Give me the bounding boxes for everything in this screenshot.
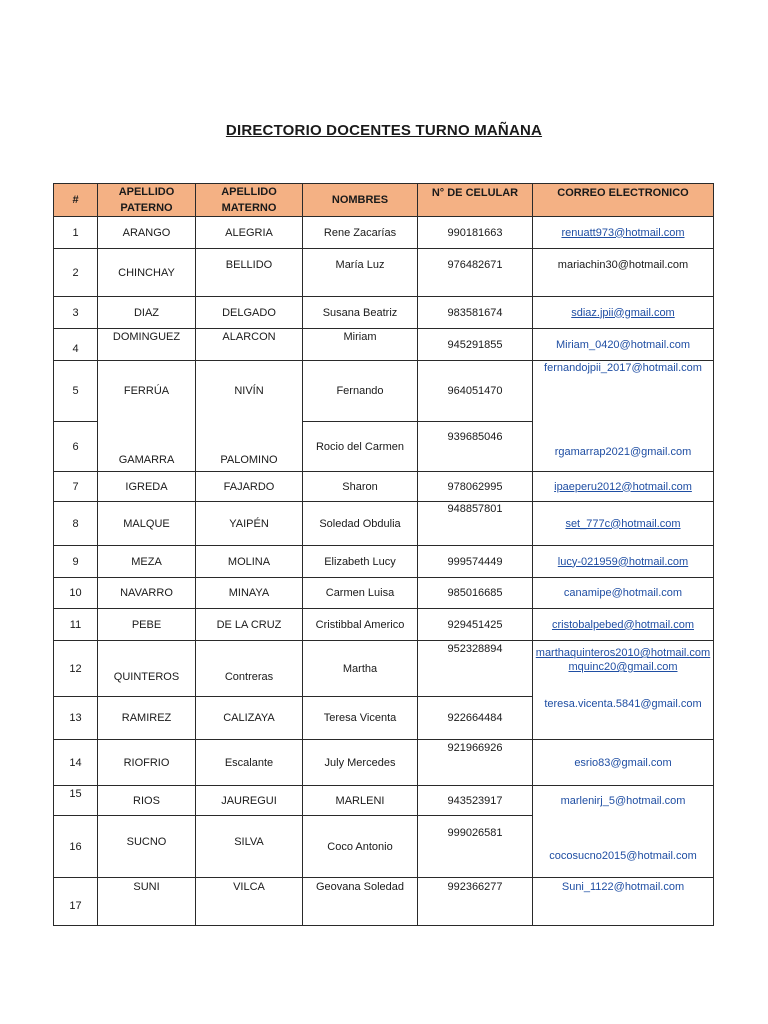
cell-nombres: July Mercedes [303,740,418,786]
header-row [54,184,714,217]
cell-num: 15 [54,786,98,816]
table-row [54,786,714,816]
table-row [54,361,714,422]
cell-paterno: NAVARRO [98,578,196,609]
cell-num: 11 [54,609,98,641]
table-row [54,816,714,878]
cell-materno: MOLINA [196,546,303,578]
email-link[interactable]: canamipe@hotmail.com [563,587,683,599]
email-link[interactable]: fernandojpii_2017@hotmail.com [544,362,702,374]
cell-nombres: María Luz [303,249,418,297]
cell-num: 8 [54,502,98,546]
cell-celular: 990181663 [418,217,533,249]
cell-materno: BELLIDO [196,249,303,297]
cell-celular: 939685046 [418,422,533,472]
email-link[interactable]: mariachin30@hotmail.com [557,259,689,271]
cell-materno: SILVA [196,816,303,878]
cell-num: 1 [54,217,98,249]
cell-num: 16 [54,816,98,878]
email-link[interactable]: marlenirj_5@hotmail.com [560,794,686,807]
email-link[interactable]: Suni_1122@hotmail.com [561,881,685,893]
email-link[interactable]: set_777c@hotmail.com [565,517,681,530]
cell-paterno: ARANGO [98,217,196,249]
cell-materno: NIVÍN [196,361,303,422]
cell-nombres: Coco Antonio [303,816,418,878]
cell-nombres: Elizabeth Lucy [303,546,418,578]
cell-celular: 992366277 [418,878,533,926]
cell-celular: 983581674 [418,297,533,329]
table-row [54,329,714,361]
cell-materno: CALIZAYA [196,697,303,740]
email-link[interactable]: sdiaz.jpii@gmail.com [571,306,675,319]
cell-materno: Contreras [196,641,303,697]
cell-celular: 985016685 [418,578,533,609]
cell-nombres: Rocio del Carmen [303,422,418,472]
cell-celular: 929451425 [418,609,533,641]
cell-paterno: RAMIREZ [98,697,196,740]
table-row [54,422,714,472]
header-materno: APELLIDO MATERNO [196,184,303,217]
cell-nombres: Cristibbal Americo [303,609,418,641]
table-row [54,641,714,697]
cell-paterno: DOMINGUEZ [98,329,196,361]
cell-nombres: Rene Zacarías [303,217,418,249]
cell-nombres: Miriam [303,329,418,361]
cell-celular: 948857801 [418,502,533,546]
cell-materno: MINAYA [196,578,303,609]
header-celular: N° DE CELULAR [418,184,533,217]
cell-celular: 999574449 [418,546,533,578]
email-link[interactable]: cocosucno2015@hotmail.com [549,850,697,862]
cell-nombres: Carmen Luisa [303,578,418,609]
cell-num: 6 [54,422,98,472]
cell-nombres: Sharon [303,472,418,502]
table-row [54,697,714,740]
cell-paterno: PEBE [98,609,196,641]
cell-celular: 999026581 [418,816,533,878]
table-row [54,217,714,249]
cell-paterno: FERRÚA [98,361,196,422]
table-row [54,578,714,609]
cell-paterno: RIOFRIO [98,740,196,786]
cell-paterno: MALQUE [98,502,196,546]
email-link[interactable]: cristobalpebed@hotmail.com [551,618,694,631]
directory-table [53,183,714,926]
cell-materno: Escalante [196,740,303,786]
cell-materno: ALARCON [196,329,303,361]
table-row [54,472,714,502]
email-link[interactable]: esrio83@gmail.com [574,756,672,769]
cell-celular: 921966926 [418,740,533,786]
cell-num: 14 [54,740,98,786]
cell-celular: 976482671 [418,249,533,297]
email-link[interactable]: renuatt973@hotmail.com [561,226,685,239]
cell-paterno: MEZA [98,546,196,578]
cell-num: 4 [54,329,98,361]
cell-num: 7 [54,472,98,502]
table-row [54,249,714,297]
cell-nombres: Fernando [303,361,418,422]
cell-paterno: RIOS [98,786,196,816]
table-row [54,878,714,926]
cell-paterno: GAMARRA [98,422,196,472]
cell-celular: 922664484 [418,697,533,740]
table-row [54,502,714,546]
email-link[interactable]: lucy-021959@hotmail.com [557,555,689,568]
cell-num: 12 [54,641,98,697]
cell-materno: VILCA [196,878,303,926]
cell-paterno: SUCNO [98,816,196,878]
header-paterno: APELLIDO PATERNO [98,184,196,217]
cell-num: 9 [54,546,98,578]
cell-num: 3 [54,297,98,329]
cell-nombres: MARLENI [303,786,418,816]
cell-paterno: DIAZ [98,297,196,329]
email-link[interactable]: Miriam_0420@hotmail.com [555,338,691,351]
cell-materno: FAJARDO [196,472,303,502]
email-link[interactable]: rgamarrap2021@gmail.com [554,446,692,459]
cell-num: 10 [54,578,98,609]
cell-materno: DELGADO [196,297,303,329]
cell-materno: ALEGRIA [196,217,303,249]
cell-nombres: Martha [303,641,418,697]
cell-paterno: SUNI [98,878,196,926]
email-link[interactable]: marthaquinteros2010@hotmail.com [535,647,711,659]
header-nombres: NOMBRES [303,184,418,217]
cell-celular: 964051470 [418,361,533,422]
header-num: # [54,184,98,217]
cell-nombres: Geovana Soledad [303,878,418,926]
table-row [54,740,714,786]
cell-nombres: Susana Beatriz [303,297,418,329]
cell-materno: PALOMINO [196,422,303,472]
cell-paterno: IGREDA [98,472,196,502]
cell-num: 2 [54,249,98,297]
cell-num: 5 [54,361,98,422]
cell-materno: JAUREGUI [196,786,303,816]
table-row [54,609,714,641]
cell-celular: 943523917 [418,786,533,816]
email-link[interactable]: teresa.vicenta.5841@gmail.com [544,697,702,710]
cell-celular: 978062995 [418,472,533,502]
cell-num: 17 [54,878,98,926]
cell-celular: 952328894 [418,641,533,697]
table-row [54,546,714,578]
email-link-secondary[interactable]: mquinc20@gmail.com [568,661,678,673]
cell-nombres: Teresa Vicenta [303,697,418,740]
cell-num: 13 [54,697,98,740]
header-correo: CORREO ELECTRONICO [533,184,714,217]
email-link[interactable]: ipaeperu2012@hotmail.com [554,480,692,493]
cell-paterno: QUINTEROS [98,641,196,697]
cell-celular: 945291855 [418,329,533,361]
page-title: DIRECTORIO DOCENTES TURNO MAÑANA [225,122,543,139]
cell-nombres: Soledad Obdulia [303,502,418,546]
cell-materno: DE LA CRUZ [196,609,303,641]
cell-paterno: CHINCHAY [98,249,196,297]
cell-materno: YAIPÉN [196,502,303,546]
table-row [54,297,714,329]
